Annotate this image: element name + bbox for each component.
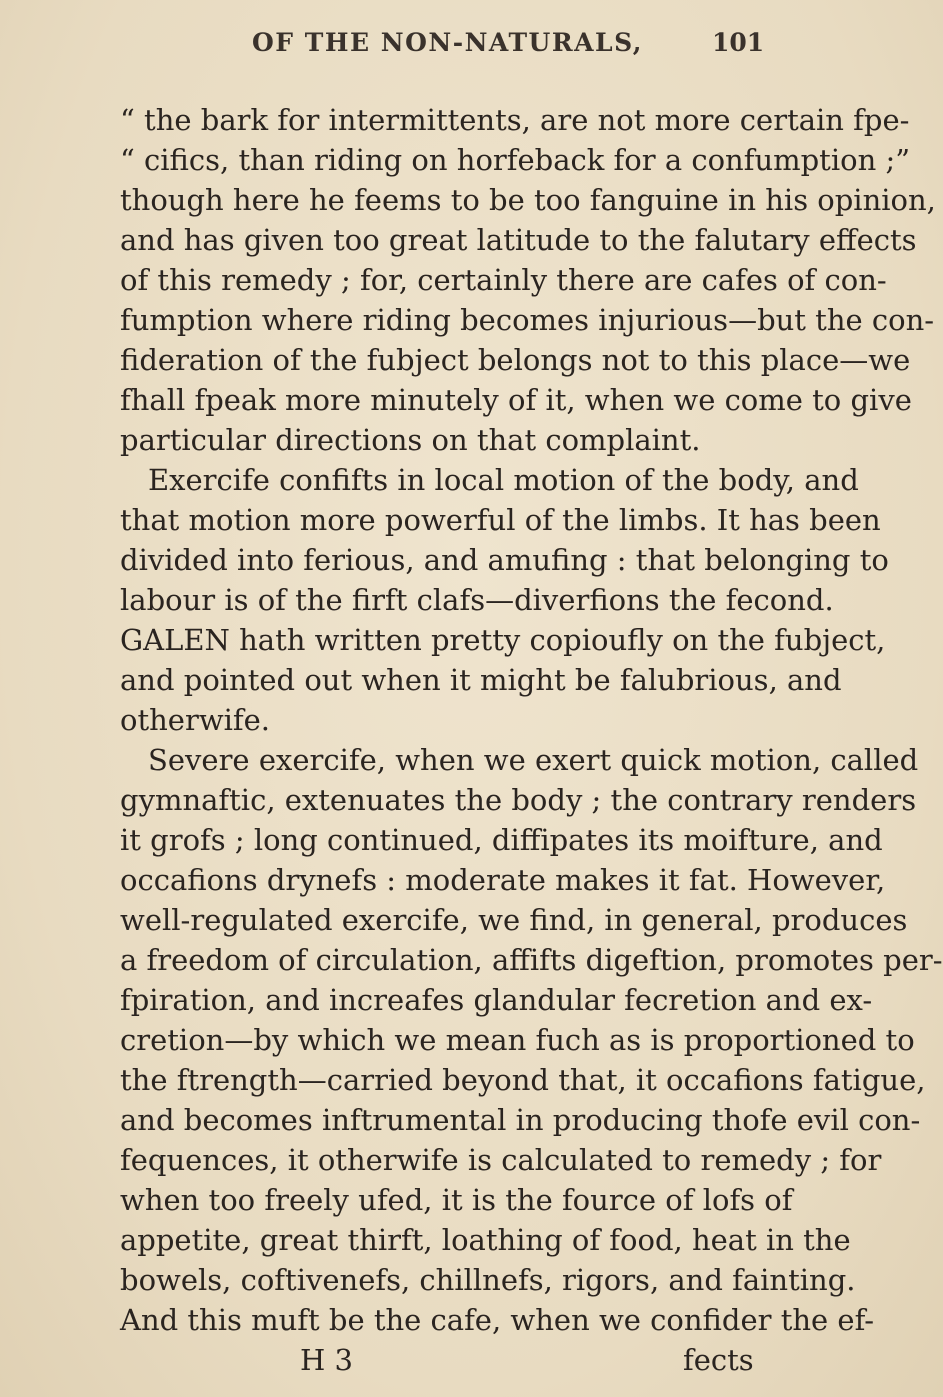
text-line: well-regulated exercife, we find, in general, produces xyxy=(120,903,908,937)
text-line: GALEN hath written pretty copioufly on the fubject, xyxy=(120,623,886,657)
page-number: 101 xyxy=(712,28,765,57)
text-line: a freedom of circulation, affifts digeftion, promotes per- xyxy=(120,943,943,977)
text-line: divided into ferious, and amufing : that belonging to xyxy=(120,543,889,577)
text-line: Severe exercife, when we exert quick motion, called xyxy=(148,743,919,777)
page-header xyxy=(0,28,800,68)
text-line: Exercife confifts in local motion of the body, and xyxy=(148,463,859,497)
page-footer xyxy=(0,1340,800,1386)
text-line: when too freely ufed, it is the fource of lofs of xyxy=(120,1183,793,1217)
text-line: appetite, great thirft, loathing of food, heat in the xyxy=(120,1223,851,1257)
text-line: bowels, coftivenefs, chillnefs, rigors, and fainting. xyxy=(120,1263,856,1297)
text-line: occafions drynefs : moderate makes it fat. However, xyxy=(120,863,886,897)
text-line: “ cifics, than riding on horfeback for a confumption ;” xyxy=(120,143,911,177)
text-line: the ftrength—carried beyond that, it occafions fatigue, xyxy=(120,1063,926,1097)
text-line: fumption where riding becomes injurious—but the con- xyxy=(120,303,935,337)
text-line: particular directions on that complaint. xyxy=(120,423,701,457)
text-line: cretion—by which we mean fuch as is proportioned to xyxy=(120,1023,915,1057)
text-line: “ the bark for intermittents, are not more certain fpe- xyxy=(120,103,910,137)
text-line: fhall fpeak more minutely of it, when we come to give xyxy=(120,383,912,417)
text-line: and becomes inftrumental in producing thofe evil con- xyxy=(120,1103,921,1137)
text-line: fequences, it otherwife is calculated to remedy ; for xyxy=(120,1143,882,1177)
text-line: And this muft be the cafe, when we confider the ef- xyxy=(120,1303,875,1337)
text-line: and pointed out when it might be falubrious, and xyxy=(120,663,842,697)
text-line: otherwife. xyxy=(120,703,271,737)
text-line: of this remedy ; for, certainly there are cafes of con- xyxy=(120,263,887,297)
running-head: OF THE NON-NATURALS, xyxy=(252,28,643,57)
text-line: gymnaftic, extenuates the body ; the contrary renders xyxy=(120,783,917,817)
text-line: that motion more powerful of the limbs. It has been xyxy=(120,503,881,537)
text-line: though here he feems to be too fanguine in his opinion, xyxy=(120,183,936,217)
catchword: fects xyxy=(683,1343,754,1377)
text-line: fideration of the fubject belongs not to this place—we xyxy=(120,343,911,377)
signature-mark: H 3 xyxy=(300,1343,353,1377)
text-line: fpiration, and increafes glandular fecretion and ex- xyxy=(120,983,873,1017)
text-line: labour is of the firft clafs—diverfions the fecond. xyxy=(120,583,834,617)
text-line: it grofs ; long continued, diffipates its moifture, and xyxy=(120,823,883,857)
text-line: and has given too great latitude to the falutary effects xyxy=(120,223,917,257)
